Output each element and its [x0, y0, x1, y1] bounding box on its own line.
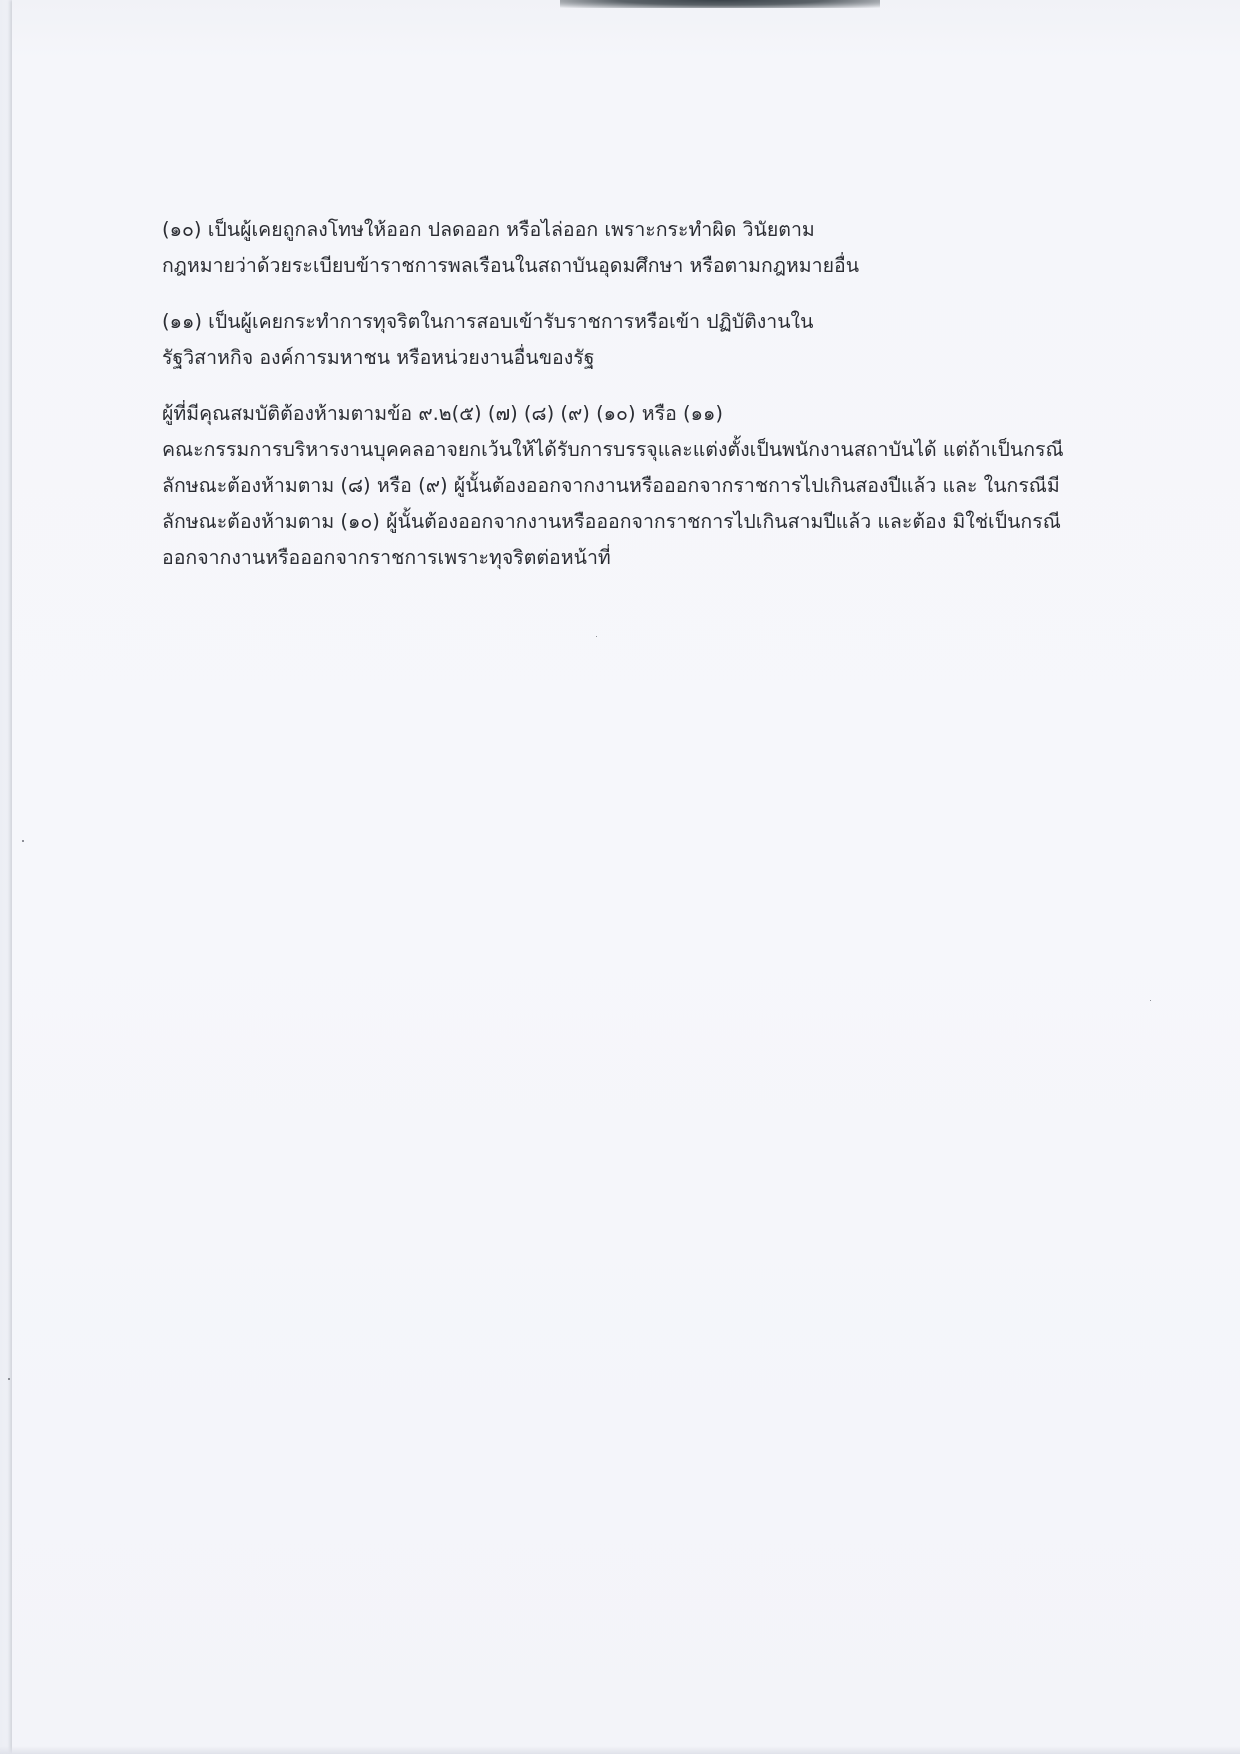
scan-speck	[22, 840, 24, 842]
document-body	[162, 212, 1114, 576]
scanner-lid-shadow	[560, 0, 880, 8]
paragraph-line: ผู้ที่มีคุณสมบัติต้องห้ามตามข้อ ๙.๒(๕) (๗) (๘) (๙) (๑๐) หรือ (๑๑)	[162, 402, 723, 425]
paragraph-exemption	[162, 396, 1114, 576]
scan-speck	[596, 636, 597, 637]
paragraph-line: ลักษณะต้องห้ามตาม (๑๐) ผู้นั้นต้องออกจากงานหรือออกจากราชการไปเกินสามปีแล้ว และต้อง มิใช่เป็นกรณี	[162, 510, 1061, 533]
paragraph-line: กฎหมายว่าด้วยระเบียบข้าราชการพลเรือนในสถาบันอุดมศึกษา หรือตามกฎหมายอื่น	[162, 254, 860, 277]
paragraph-line: (๑๑) เป็นผู้เคยกระทำการทุจริตในการสอบเข้ารับราชการหรือเข้า ปฏิบัติงานใน	[162, 310, 814, 333]
paragraph-disqualification-10	[162, 212, 1114, 292]
scan-speck	[1150, 1000, 1151, 1001]
paragraph-line: รัฐวิสาหกิจ องค์การมหาชน หรือหน่วยงานอื่นของรัฐ	[162, 346, 595, 369]
paragraph-line: ออกจากงานหรือออกจากราชการเพราะทุจริตต่อหน้าที่	[162, 546, 611, 569]
paragraph-disqualification-11	[162, 304, 1114, 386]
paragraph-line: (๑๐) เป็นผู้เคยถูกลงโทษให้ออก ปลดออก หรือไล่ออก เพราะกระทำผิด วินัยตาม	[162, 218, 815, 241]
paragraph-line: คณะกรรมการบริหารงานบุคคลอาจยกเว้นให้ได้รับการบรรจุและแต่งตั้งเป็นพนักงานสถาบันได้ แต่ถ้าเป็นกรณี	[162, 438, 1064, 461]
scan-speck	[8, 1378, 10, 1380]
paragraph-line: ลักษณะต้องห้ามตาม (๘) หรือ (๙) ผู้นั้นต้องออกจากงานหรือออกจากราชการไปเกินสองปีแล้ว และ ในกรณีมี	[162, 474, 1060, 497]
paper-bottom-edge	[0, 1746, 1240, 1754]
